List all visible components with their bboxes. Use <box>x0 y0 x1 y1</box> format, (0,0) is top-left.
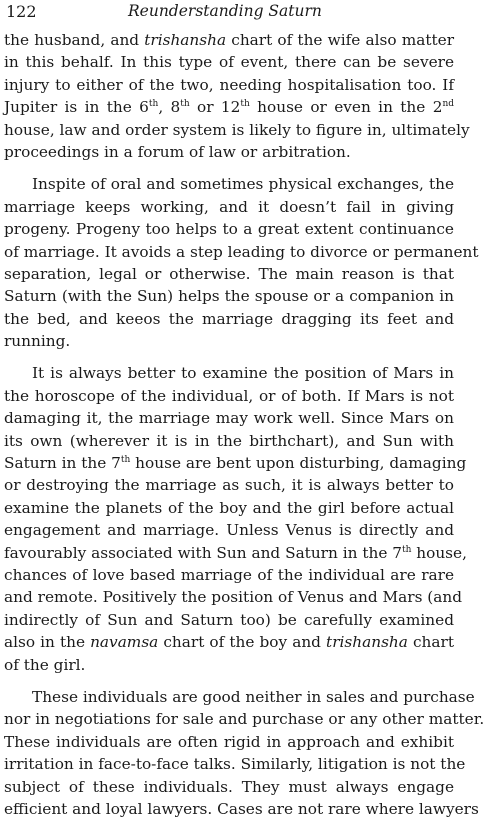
paragraph-gap <box>4 676 454 686</box>
text-line: proceedings in a forum of law or arbitration. <box>4 142 351 161</box>
text-line: engagement and marriage. Unless Venus is directly and <box>4 521 454 540</box>
text-line: its own (wherever it is in the birthchart), and Sun with <box>4 431 454 450</box>
text-line: nor in negotiations for sale and purchase or any other matter. <box>4 710 484 729</box>
paragraph <box>4 362 467 675</box>
text-line: separation, legal or otherwise. The main reason is that <box>4 264 454 283</box>
text-line: the bed, and keeos the marriage dragging its feet and <box>4 309 454 328</box>
running-title: Reunderstanding Saturn <box>128 2 322 20</box>
text-line: and remote. Positively the position of Venus and Mars (and <box>4 588 463 607</box>
page-header <box>6 2 452 26</box>
text-line: Inspite of oral and sometimes physical exchanges, the <box>32 175 454 194</box>
paragraph <box>4 173 479 352</box>
text-line: These individuals are good neither in sales and purchase <box>32 687 475 706</box>
text-line: Jupiter is in the 6th, 8th or 12th house or even in the 2nd <box>4 98 454 117</box>
text-line: of the girl. <box>4 655 86 674</box>
text-line: injury to either of the two, needing hospitalisation too. If <box>4 75 454 94</box>
text-line: progeny. Progeny too helps to a great extent continuance <box>4 220 454 239</box>
text-line: efficient and loyal lawyers. Cases are not rare where lawyers <box>4 799 479 818</box>
paragraph <box>4 686 484 820</box>
text-line: or destroying the marriage as such, it is always better to <box>4 476 454 495</box>
text-line: These individuals are often rigid in approach and exhibit <box>4 732 454 751</box>
text-line: indirectly of Sun and Saturn too) be carefully examined <box>4 610 454 629</box>
text-line: the husband, and trishansha chart of the wife also matter <box>4 31 455 49</box>
text-line: Saturn (with the Sun) helps the spouse or a companion in <box>4 287 454 306</box>
text-line: the horoscope of the individual, or of both. If Mars is not <box>4 386 454 405</box>
text-line: in this behalf. In this type of event, there can be severe <box>4 53 454 72</box>
text-line: chances of love based marriage of the individual are rare <box>4 565 454 584</box>
page-number: 122 <box>6 2 37 21</box>
text-line: running. <box>4 332 71 351</box>
text-line: favourably associated with Sun and Saturn in the 7th house, <box>4 543 467 562</box>
text-line: subject of these individuals. They must always engage <box>4 777 454 796</box>
text-line: house, law and order system is likely to figure in, ultimately <box>4 120 470 139</box>
paragraph-gap <box>4 163 454 173</box>
text-line: It is always better to examine the position of Mars in <box>32 364 454 383</box>
text-line: also in the navamsa chart of the boy and trishansha chart <box>4 633 454 652</box>
paragraph-gap <box>4 352 454 362</box>
text-line: Saturn in the 7th house are bent upon disturbing, damaging <box>4 454 467 473</box>
body-text <box>4 29 484 820</box>
paragraph <box>4 29 470 163</box>
text-line: irritation in face-to-face talks. Similarly, litigation is not the <box>4 755 466 774</box>
text-line: damaging it, the marriage may work well. Since Mars on <box>4 409 454 428</box>
text-line: of marriage. It avoids a step leading to divorce or permanent <box>4 242 479 261</box>
text-line: examine the planets of the boy and the girl before actual <box>4 498 454 517</box>
text-line: marriage keeps working, and it doesn’t fail in giving <box>4 197 454 216</box>
